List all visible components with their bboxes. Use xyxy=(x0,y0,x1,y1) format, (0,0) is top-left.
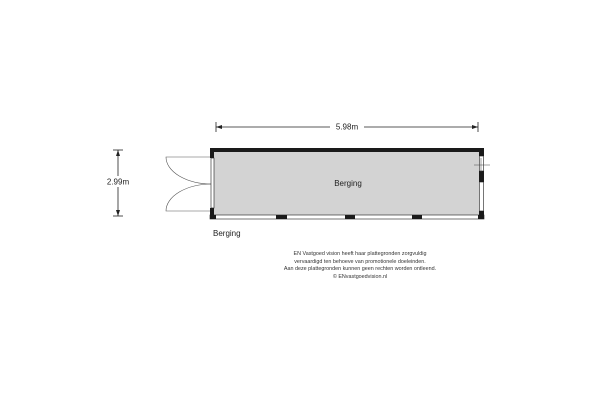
height-dimension-label: 2.99m xyxy=(106,177,130,187)
double-door xyxy=(166,157,212,211)
width-dimension-label: 5.98m xyxy=(335,122,359,132)
disclaimer xyxy=(230,251,490,281)
bottom-wall xyxy=(210,215,484,219)
door-frame xyxy=(211,158,214,208)
floor-label: Berging xyxy=(213,229,241,238)
disclaimer-line: Aan deze plattegronden kunnen geen rechten worden ontleend. xyxy=(283,266,437,273)
copyright-line: © ENvastgoedvision.nl xyxy=(332,273,388,280)
right-windows xyxy=(480,156,484,211)
room-label: Berging xyxy=(334,179,362,188)
disclaimer-line: EN Vastgoed vision heeft haar plattegronden zorgvuldig xyxy=(293,251,427,257)
disclaimer-line: vervaardigd ten behoeve van promotionele doeleinden. xyxy=(294,258,426,265)
